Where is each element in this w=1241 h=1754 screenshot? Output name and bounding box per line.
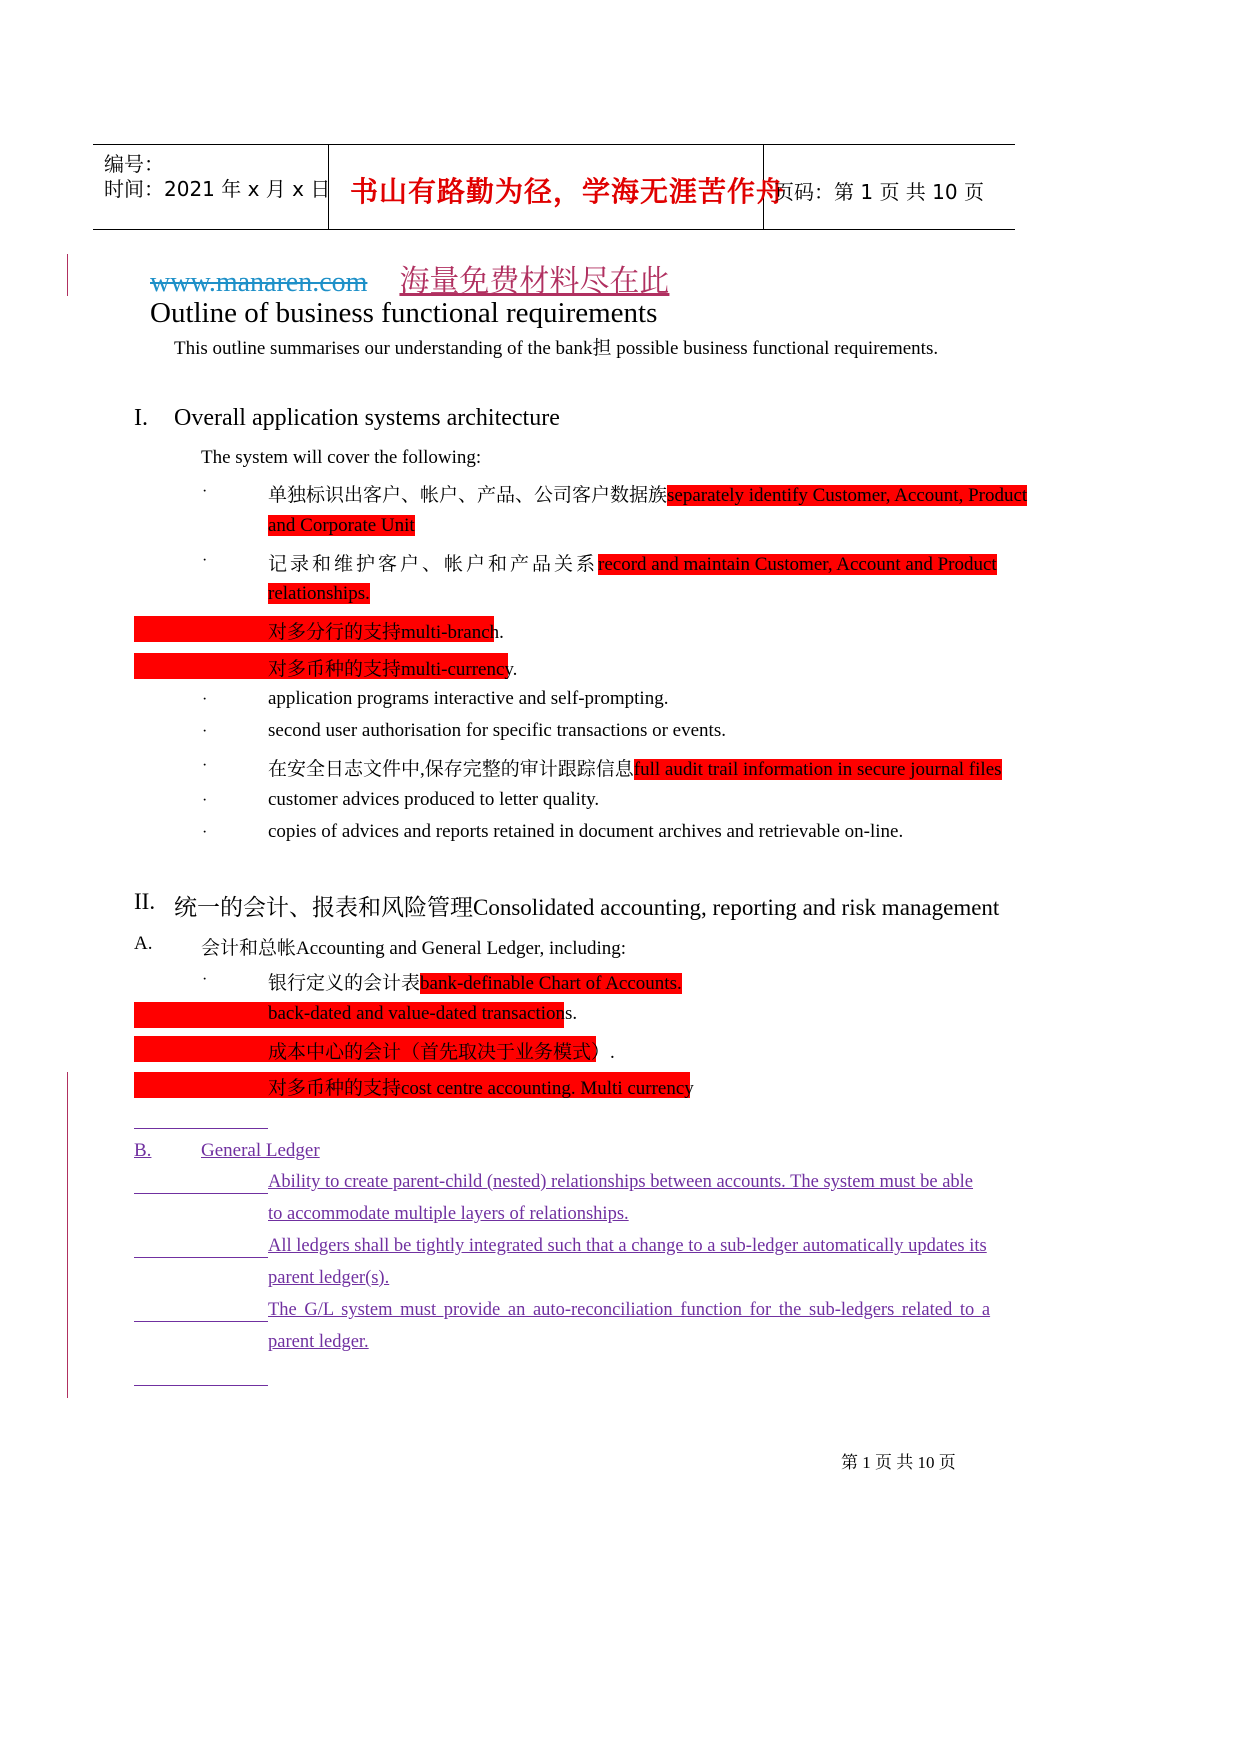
list-item bbox=[268, 1037, 615, 1064]
revision-bar-bottom bbox=[67, 1072, 68, 1398]
list-item-zh: 银行定义的会计表 bbox=[268, 973, 421, 994]
list-item-text: second user authorisation for specific transactions or events. bbox=[268, 720, 726, 741]
list-item-en: separately identify Customer, Account, Product bbox=[667, 485, 1028, 506]
section1-numeral: I. bbox=[134, 405, 148, 431]
header-number-label: 编号： bbox=[104, 152, 164, 176]
subsection-b-heading: General Ledger bbox=[201, 1140, 320, 1161]
subsection-b-letter: B. bbox=[134, 1140, 152, 1161]
bullet-marker: · bbox=[202, 483, 208, 500]
revision-bar-top bbox=[67, 254, 68, 296]
list-item-continuation bbox=[268, 583, 370, 605]
paragraph-line: parent ledger(s). bbox=[268, 1268, 390, 1288]
banner-url-link[interactable]: www.manaren.com bbox=[150, 267, 368, 298]
list-item bbox=[268, 968, 682, 995]
list-item bbox=[268, 688, 668, 710]
list-item bbox=[268, 549, 997, 576]
list-item-text: 对多币种的支持multi-currency. bbox=[268, 659, 518, 680]
revision-rule bbox=[134, 1385, 268, 1386]
list-item bbox=[268, 617, 504, 644]
list-item bbox=[268, 789, 599, 811]
bullet-marker: · bbox=[202, 792, 208, 809]
section1-heading: Overall application systems architecture bbox=[174, 405, 560, 431]
bullet-marker: · bbox=[202, 723, 208, 740]
list-item-en2: relationships. bbox=[268, 583, 370, 604]
banner bbox=[150, 256, 669, 300]
paragraph-line: to accommodate multiple layers of relationships. bbox=[268, 1204, 629, 1224]
subsection-a-heading: 会计和总帐Accounting and General Ledger, including: bbox=[201, 938, 627, 959]
list-item-en2: and Corporate Unit bbox=[268, 515, 415, 536]
list-item-text: copies of advices and reports retained in document archives and retrievable on-line. bbox=[268, 821, 904, 842]
paragraph-line: The G/L system must provide an auto-reconciliation function for the sub-ledgers related to a bbox=[268, 1300, 991, 1320]
header-page-label: 页码：第 1 页 共 10 页 bbox=[774, 180, 984, 204]
banner-slogan: 海量免费材料尽在此 bbox=[399, 265, 670, 298]
list-item bbox=[268, 1003, 577, 1025]
list-item bbox=[268, 720, 726, 742]
section1-lead: The system will cover the following: bbox=[201, 447, 482, 468]
bullet-marker: · bbox=[202, 971, 208, 988]
paragraph-line: All ledgers shall be tightly integrated such that a change to a sub-ledger automatically updates its bbox=[268, 1236, 987, 1256]
list-item-text: 对多币种的支持cost centre accounting. Multi currency bbox=[268, 1078, 694, 1099]
list-item-en: bank-definable Chart of Accounts. bbox=[420, 973, 682, 994]
list-item-en: record and maintain Customer, Account and Product bbox=[598, 554, 997, 575]
list-item bbox=[268, 654, 517, 681]
list-item bbox=[268, 1073, 694, 1100]
section2-heading: 统一的会计、报表和风险管理Consolidated accounting, reporting and risk management bbox=[174, 895, 1000, 920]
paragraph-line: parent ledger. bbox=[268, 1332, 369, 1352]
header-motto: 书山有路勤为径，学海无涯苦作舟 bbox=[350, 177, 786, 208]
bullet-marker: · bbox=[202, 691, 208, 708]
revision-rule bbox=[134, 1257, 268, 1258]
bullet-marker: · bbox=[202, 757, 208, 774]
document-title: Outline of business functional requirements bbox=[150, 297, 658, 329]
section2-numeral: II. bbox=[134, 889, 156, 914]
revision-rule bbox=[134, 1128, 268, 1129]
list-item-text: customer advices produced to letter quality. bbox=[268, 789, 600, 810]
list-item-zh: 单独标识出客户、帐户、产品、公司客户数据族 bbox=[268, 485, 668, 506]
list-item-text: back-dated and value-dated transactions. bbox=[268, 1003, 578, 1024]
bullet-marker: · bbox=[202, 552, 208, 569]
header-top-rule bbox=[93, 144, 1015, 145]
list-item-text: 对多分行的支持multi-branch. bbox=[268, 622, 504, 643]
list-item-text: application programs interactive and self-prompting. bbox=[268, 688, 669, 709]
list-item-continuation bbox=[268, 515, 415, 537]
list-item bbox=[268, 480, 1027, 507]
revision-rule bbox=[134, 1321, 268, 1322]
list-item-zh: 在安全日志文件中,保存完整的审计跟踪信息 bbox=[268, 759, 634, 780]
paragraph-line: Ability to create parent-child (nested) relationships between accounts. The system must be able bbox=[268, 1172, 974, 1192]
bullet-marker: · bbox=[202, 824, 208, 841]
list-item-text: 成本中心的会计（首先取决于业务模式）. bbox=[268, 1042, 615, 1063]
header-bottom-rule bbox=[93, 229, 1015, 230]
list-item-en: full audit trail information in secure journal files bbox=[633, 759, 1002, 780]
list-item bbox=[268, 821, 903, 843]
revision-rule bbox=[134, 1193, 268, 1194]
page-footer: 第 1 页 共 10 页 bbox=[841, 1453, 956, 1472]
list-item bbox=[268, 754, 1002, 781]
list-item-zh: 记录和维护客户、帐户和产品关系 bbox=[268, 554, 599, 575]
subsection-a-letter: A. bbox=[134, 933, 153, 954]
intro-paragraph: This outline summarises our understanding of the bank担 possible business functional requirements. bbox=[174, 338, 939, 359]
header-time-label: 时间：2021 年 x 月 x 日 bbox=[104, 177, 331, 201]
